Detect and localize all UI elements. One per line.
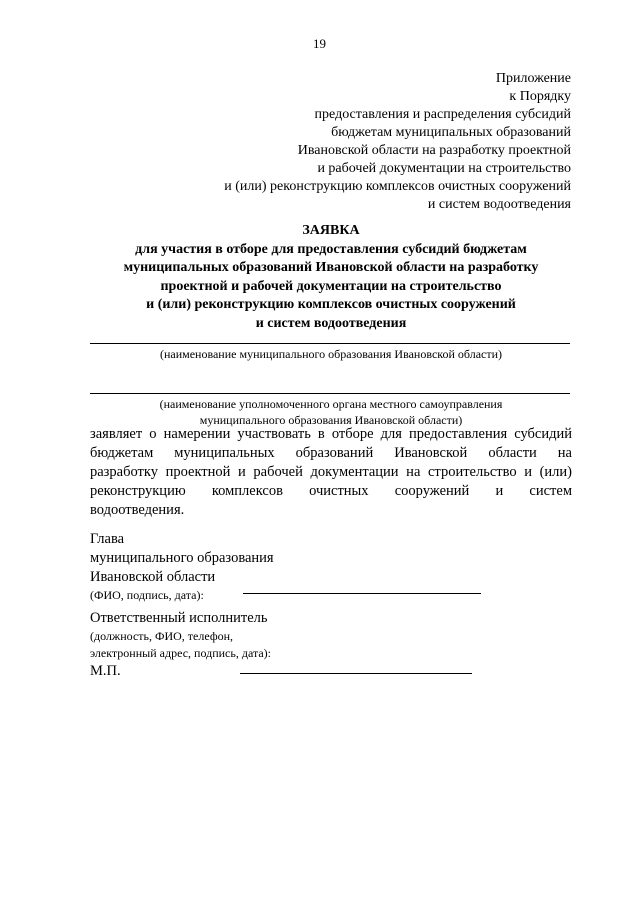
statement-line: водоотведения. xyxy=(90,502,185,518)
authority-name-caption xyxy=(90,396,572,428)
appendix-line: и систем водоотведения xyxy=(427,197,571,212)
appendix-line: предоставления и распределения субсидий xyxy=(314,107,571,122)
caption-line: (наименование уполномоченного органа местного самоуправления xyxy=(159,397,503,411)
head-title-line: Глава xyxy=(90,531,125,547)
executor-note: электронный адрес, подпись, дата): xyxy=(90,646,272,660)
municipality-name-field-line[interactable] xyxy=(90,343,570,344)
authority-name-field-line[interactable] xyxy=(90,393,570,394)
appendix-line: Ивановской области на разработку проектной xyxy=(297,143,571,158)
statement-line: реконструкцию комплексов очистных сооружений и систем xyxy=(90,483,572,499)
appendix-line: Приложение xyxy=(495,71,571,86)
executor-title: Ответственный исполнитель xyxy=(90,610,268,626)
statement-line: заявляет о намерении участвовать в отборе для предоставления субсидий xyxy=(90,426,572,442)
title-heading: ЗАЯВКА xyxy=(302,223,360,238)
head-signature-line[interactable] xyxy=(243,593,481,594)
executor-note: (должность, ФИО, телефон, xyxy=(90,629,234,643)
appendix-header xyxy=(224,70,571,214)
title-line: муниципальных образований Ивановской области на разработку xyxy=(123,260,539,275)
seal-label: М.П. xyxy=(90,663,121,679)
executor-signature-block xyxy=(90,609,510,681)
title-line: для участия в отборе для предоставления субсидий бюджетам xyxy=(135,241,527,257)
head-signature-note: (ФИО, подпись, дата): xyxy=(90,588,204,602)
appendix-line: и рабочей документации на строительство xyxy=(317,161,571,176)
statement-line: разработку проектной и рабочей документации на строительство и (или) xyxy=(90,464,572,480)
statement-line: бюджетам муниципальных образований Ивановской области на xyxy=(90,445,572,461)
document-title xyxy=(90,222,572,333)
caption-line: муниципального образования Ивановской области) xyxy=(199,413,463,427)
title-line: и (или) реконструкцию комплексов очистных сооружений xyxy=(146,297,516,312)
municipality-name-caption xyxy=(90,346,572,362)
title-line: и систем водоотведения xyxy=(255,315,407,331)
appendix-line: бюджетам муниципальных образований xyxy=(331,125,571,140)
appendix-line: к Порядку xyxy=(509,89,571,104)
head-title-line: Ивановской области xyxy=(90,569,216,585)
caption-line: (наименование муниципального образования Ивановской области) xyxy=(159,347,503,361)
executor-signature-line[interactable] xyxy=(240,673,472,674)
title-line: проектной и рабочей документации на строительство xyxy=(160,278,502,294)
head-title-line: муниципального образования xyxy=(90,550,274,566)
appendix-line: и (или) реконструкцию комплексов очистных сооружений xyxy=(224,179,571,194)
application-statement xyxy=(90,425,572,520)
page-number: 19 xyxy=(313,36,326,51)
